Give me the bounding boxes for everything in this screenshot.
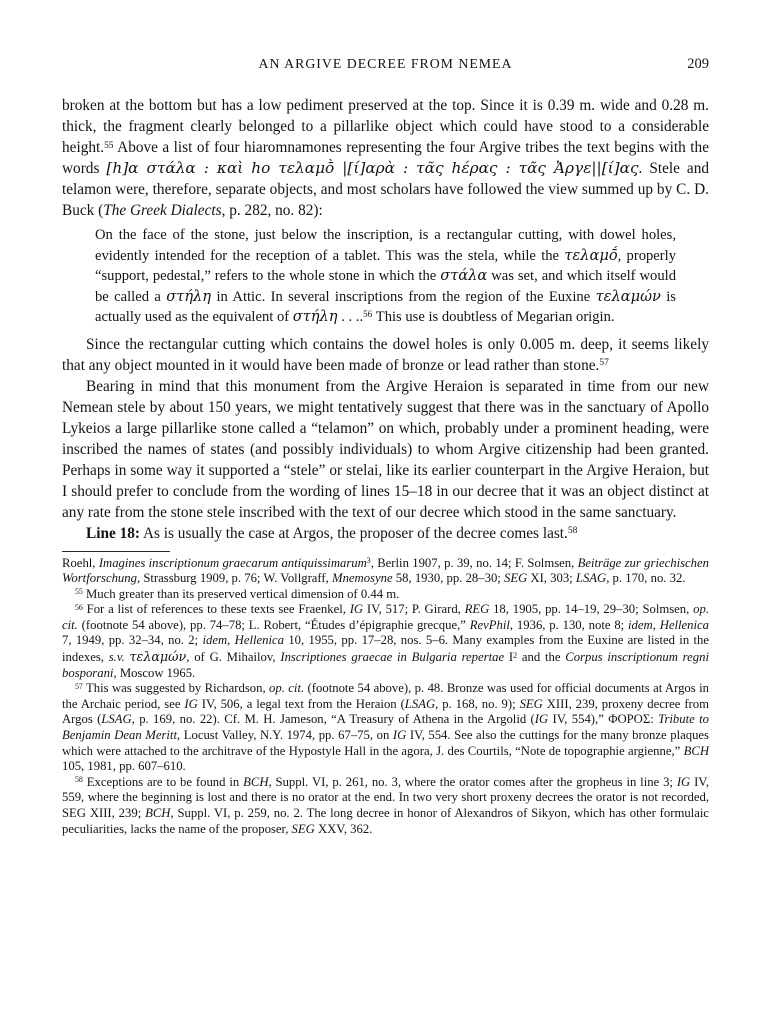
body-text bbox=[62, 95, 709, 544]
footnote-57: $^{57}$ This was suggested by Richardson, op. cit. (footnote 54 above), p. 48. Bronze was used for official documents at Argos in the Archaic period, see IG IV, 506, a legal text from the Heraion (LSAG, p. 168, no. 9); SEG XIII, 239, proxeny decree from Argos (LSAG, p. 169, no. 22). Cf. M. H. Jameson, “A Treasury of Athena in the Argolid (IG IV, 554),” ΦΟΡΟΣ: Tribute to Benjamin Dean Meritt, Locust Valley, N.Y. 1974, pp. 67–75, on IG IV, 554. See also the cuttings for the many bronze plaques which were attached to the architrave of the Hypostyle Hall in the agora, J. des Courtils, “Note de topographie argienne,” BCH 105, 1981, pp. 607–610. bbox=[62, 681, 709, 774]
text-block bbox=[62, 56, 709, 837]
footnote-58: $^{58}$ Exceptions are to be found in BCH, Suppl. VI, p. 261, no. 3, where the orator comes after the gropheus in line 3; IG IV, 559, where the beginning is lost and there is no orator at the end. In two very short proxeny decrees the orator is not recorded, SEG XIII, 239; BCH, Suppl. VI, p. 259, no. 2. The long decree in honor of Alexandros of Sikyon, which has other formulaic peculiarities, lacks the name of the proposer, SEG XXV, 362. bbox=[62, 774, 709, 836]
footnote-continuation: Roehl, Imagines inscriptionum graecarum antiquissimarum$^3$, Berlin 1907, p. 39, no. 14; F. Solmsen, Beiträge zur griechischen Wortforschung, Strassburg 1909, p. 76; W. Vollgraff, Mnemosyne 58, 1930, pp. 28–30; SEG XI, 303; LSAG, p. 170, no. 32. bbox=[62, 555, 709, 586]
paragraph-bearing: Bearing in mind that this monument from the Argive Heraion is separated in time from our new Nemean stele by about 150 years, we might tentatively suggest that there was in the sanctuary of Apollo Lykeios a large pillarlike stone called a “telamon” on which, probably under a prominent heading, were inscribed the names of states (and possibly individuals) to whom Argive citizenship had been granted. Perhaps in some way it supported a “stele” or stelai, like its earlier counterpart in the Argive Heraion, but I should prefer to conclude from the wording of lines 15–18 in our decree that it was an object distinct at any rate from the stone stele inscribed with the text of our decree which stood in the same sanctuary. bbox=[62, 377, 709, 521]
paragraph-continuation: broken at the bottom but has a low pediment preserved at the top. Since it is 0.39 m. wide and 0.28 m. thick, the fragment clearly belonged to a pillarlike object which could have stood to a considerable height.$^{55}$ Above a list of four hiaromnamones representing the four Argive tribes the text begins with the words [h]α στάλα : καὶ ho τελαμṑ |[ί]αρὰ : τᾶς hέρας : τᾶς Ἀργε||[ί]ας. Stele and telamon were, therefore, separate objects, and most scholars have followed the view summed up by C. D. Buck (The Greek Dialects, p. 282, no. 82): bbox=[62, 97, 709, 219]
page-number: 209 bbox=[687, 56, 709, 72]
page-header bbox=[62, 56, 709, 76]
footnotes-block bbox=[62, 556, 709, 838]
running-head: AN ARGIVE DECREE FROM NEMEA bbox=[258, 56, 513, 71]
footnote-separator bbox=[62, 551, 170, 552]
buck-quotation: On the face of the stone, just below the inscription, is a rectangular cutting, with dowel holes, evidently intended for the reception of a tablet. This was the stela, while the τελαμṓ, properly “support, pedestal,” refers to the whole stone in which the στάλα was set, and which itself would be called a στήλη in Attic. In several inscriptions from the region of the Euxine τελαμών is actually used as the equivalent of στήλη . . ..$^{56}$ This use is doubtless of Megarian origin. bbox=[95, 227, 676, 325]
paragraph-line-18: Line 18: As is usually the case at Argos, the proposer of the decree comes last.$^{58}$ bbox=[86, 524, 578, 542]
footnote-56: $^{56}$ For a list of references to these texts see Fraenkel, IG IV, 517; P. Girard, REG 18, 1905, pp. 14–19, 29–30; Solmsen, op. cit. (footnote 54 above), pp. 74–78; L. Robert, “Études d’épigraphie grecque,” RevPhil, 1936, p. 130, note 8; idem, Hellenica 7, 1949, pp. 32–34, no. 2; idem, Hellenica 10, 1955, pp. 17–28, nos. 5–6. Many examples from the Euxine are listed in the indexes, s.v. τελαμών, of G. Mihailov, Inscriptiones graecae in Bulgaria repertae $I^2$ and the Corpus inscriptionum regni bosporani, Moscow 1965. bbox=[62, 602, 710, 680]
paragraph-since: Since the rectangular cutting which contains the dowel holes is only 0.005 m. deep, it seems likely that any object mounted in it would have been made of bronze or lead rather than stone.$^{57}$ bbox=[62, 335, 709, 374]
footnote-55: $^{55}$ Much greater than its preserved vertical dimension of 0.44 m. bbox=[75, 586, 400, 601]
